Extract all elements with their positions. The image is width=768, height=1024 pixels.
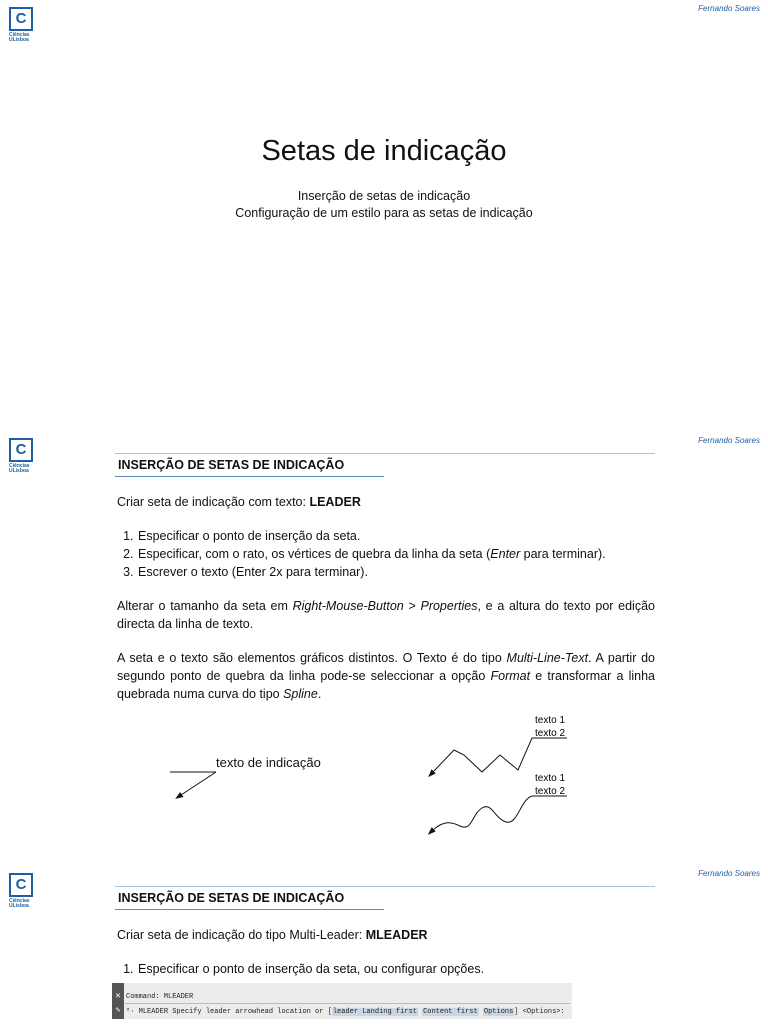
command-line-handle[interactable] bbox=[112, 983, 124, 1019]
paragraph-format: A seta e o texto são elementos gráficos distintos. O Texto é do tipo Multi-Line-Text. A partir do segundo ponto de quebra da linha pode-se seleccionar a opção Format e transformar a linha quebrada numa curva do tipo Spline. bbox=[117, 651, 655, 701]
wrench-icon[interactable]: ✎ bbox=[115, 1006, 121, 1015]
polyline-leader bbox=[433, 738, 567, 772]
author-name: Fernando Soares bbox=[698, 869, 760, 878]
heading-underline bbox=[115, 909, 384, 910]
logo bbox=[9, 438, 35, 474]
command-name: LEADER bbox=[309, 495, 361, 509]
intro-text bbox=[117, 493, 655, 511]
author-name: Fernando Soares bbox=[698, 436, 760, 445]
close-icon[interactable]: ✕ bbox=[115, 991, 121, 1001]
option-options[interactable]: Options bbox=[483, 1008, 514, 1016]
logo-letter: C bbox=[9, 438, 33, 462]
logo-line2: ULisboa bbox=[9, 468, 29, 474]
figure-text-1: texto 1 bbox=[535, 715, 566, 726]
figure-text-2: texto 2 bbox=[535, 728, 566, 739]
figure-text-4: texto 2 bbox=[535, 786, 566, 797]
option-leader-landing-first[interactable]: leader Landing first bbox=[332, 1008, 417, 1016]
subtitle-2: Configuração de um estilo para as setas de indicação bbox=[235, 206, 533, 220]
leader-figure bbox=[170, 745, 350, 805]
intro-text: Criar seta de indicação do tipo Multi-Leader: MLEADER bbox=[117, 928, 428, 942]
leader-arrow bbox=[181, 772, 216, 795]
subtitle-1: Inserção de setas de indicação bbox=[297, 189, 471, 203]
command-name: MLEADER bbox=[365, 928, 428, 942]
logo-letter: C bbox=[9, 7, 33, 31]
logo bbox=[9, 7, 35, 43]
list-item: 1. Especificar o ponto de inserção da seta. bbox=[137, 527, 655, 545]
logo-line2: ULisboa bbox=[9, 903, 29, 909]
list-item: 1. Especificar o ponto de inserção da seta, ou configurar opções. bbox=[137, 960, 655, 978]
divider bbox=[115, 886, 655, 887]
section-heading: INSERÇÃO DE SETAS DE INDICAÇÃO bbox=[118, 891, 345, 905]
logo-line2: ULisboa bbox=[9, 37, 29, 43]
command-history: Command: MLEADER bbox=[126, 993, 194, 1001]
divider bbox=[115, 453, 655, 454]
logo-line1: Ciências bbox=[9, 463, 30, 469]
logo bbox=[9, 873, 35, 909]
section-heading: INSERÇÃO DE SETAS DE INDICAÇÃO bbox=[118, 458, 345, 472]
intro-label: Criar seta de indicação com texto: bbox=[117, 495, 310, 509]
prompt-icon: ⁰· bbox=[126, 1008, 135, 1016]
steps-list bbox=[117, 527, 655, 581]
command-prompt[interactable]: ⁰· MLEADER Specify leader arrowhead location or [leader Landing first Content first Options] <Options>: bbox=[126, 1008, 565, 1016]
slide-1 bbox=[0, 0, 768, 400]
spline-leader bbox=[433, 796, 567, 830]
paragraph-properties: Alterar o tamanho da seta em Right-Mouse-Button > Properties, e a altura do texto por edição directa da linha de texto. bbox=[117, 599, 655, 631]
logo-line1: Ciências bbox=[9, 32, 30, 38]
author-name: Fernando Soares bbox=[698, 4, 760, 13]
divider bbox=[125, 1003, 570, 1004]
option-content-first[interactable]: Content first bbox=[423, 1008, 478, 1016]
command-line-window[interactable] bbox=[112, 983, 572, 1019]
figure-label: texto de indicação bbox=[216, 755, 321, 770]
leader-variants-figure bbox=[420, 710, 580, 840]
logo-letter: C bbox=[9, 873, 33, 897]
slide-title: Setas de indicação bbox=[261, 135, 507, 167]
list-item: 2. Especificar, com o rato, os vértices de quebra da linha da seta (Enter para terminar). bbox=[137, 545, 655, 563]
heading-underline bbox=[115, 476, 384, 477]
logo-line1: Ciências bbox=[9, 898, 30, 904]
figure-text-3: texto 1 bbox=[535, 773, 566, 784]
list-item: 3. Escrever o texto (Enter 2x para terminar). bbox=[137, 563, 655, 581]
steps-list bbox=[117, 960, 655, 978]
